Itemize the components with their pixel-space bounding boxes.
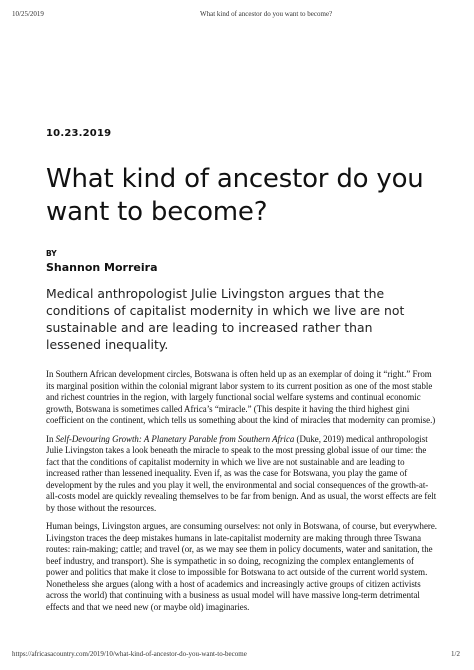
page-number: 1/2 <box>451 650 460 658</box>
article-headline: What kind of ancestor do you want to become? <box>46 164 424 227</box>
article-date: 10.23.2019 <box>46 128 112 139</box>
body-paragraph-2 <box>46 434 438 515</box>
print-page-title: What kind of ancestor do you want to become? <box>200 10 333 18</box>
article-dek: Medical anthropologist Julie Livingston argues that the conditions of capitalist modernity in which we live are not sustainable and are leading to increased rather than lessened inequality. <box>46 286 405 352</box>
body-paragraph-1: In Southern African development circles, Botswana is often held up as an exemplar of doing it “right.” From its marginal position within the colonial migrant labor system to its current position as one of the most stable and richest countries in the region, with largely functional social welfare systems and continual economic growth, Botswana is sometimes called Africa’s “miracle.” (This despite it having the third highest gini coefficient on the continent, which tells us something about the kind of miracles that modernity can promise.) <box>46 369 436 425</box>
paragraph-2-rest: (Duke, 2019) medical anthropologist Julie Livingston takes a look beneath the miracle to speak to the most pressing global issue of our time: the fact that the conditions of capitalist modernity in which we live are not sustainable and are leading to increased rather than lessened inequality. Even if, as was the case for Botswana, you play the game of development by the rules and you play it well, the environmental and social consequences of the growth-at-all-costs model are quickly revealing themselves to be far from benign. And as usual, the worst effects are felt by those without the resources. <box>46 433 437 513</box>
body-paragraph-3: Human beings, Livingston argues, are consuming ourselves: not only in Botswana, of course, but everywhere. Livingston traces the deep mistakes humans in late-capitalist modernity are making through three Tswana routes: rain-making; cattle; and travel (or, as we may see them in policy documents, water and sanitation, the beef industry, and transport). She is sympathetic in so doing, recognizing the complex entanglements of power and politics that make it close to impossible for Botswana to act outside of the current world system. Nonetheless she argues (along with a host of academics and increasingly active groups of citizen activists across the world) that continuing with a business as usual model will have massive long-term detrimental effects and that we need new (or maybe old) imaginaries. <box>46 521 437 612</box>
byline-label: BY <box>46 249 57 258</box>
article-body <box>46 369 438 620</box>
author-name[interactable]: Shannon Morreira <box>46 261 158 274</box>
print-url[interactable]: https://africasacountry.com/2019/10/what-kind-of-ancestor-do-you-want-to-become <box>12 650 247 658</box>
book-title: Self-Devouring Growth: A Planetary Parable from Southern Africa <box>55 433 295 444</box>
paragraph-2-intro: In <box>46 433 56 444</box>
print-date: 10/25/2019 <box>12 10 44 18</box>
